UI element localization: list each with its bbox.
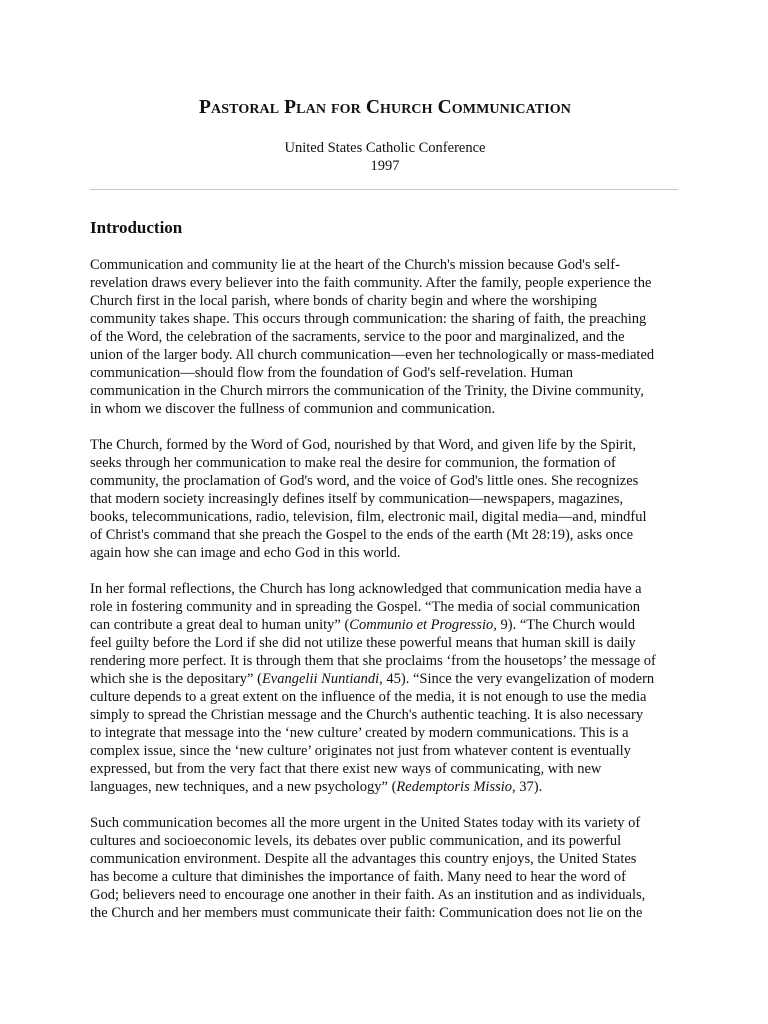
- text-line: [90, 886, 680, 904]
- text-segment: seeks through her communication to make real the desire for communion, the formation of: [90, 455, 616, 471]
- text-line: [90, 382, 680, 400]
- text-segment: of the Word, the celebration of the sacraments, service to the poor and marginalized, and the: [90, 329, 625, 345]
- text-segment: communication—should flow from the foundation of God's self-revelation. Human: [90, 365, 574, 381]
- paragraph: [90, 814, 680, 922]
- text-segment: which she is the depositary” (: [90, 671, 262, 687]
- text-segment: the Church and her members must communicate their faith: Communication does not lie on the: [90, 905, 643, 921]
- text-segment: communication environment. Despite all the advantages this country enjoys, the United States: [90, 851, 637, 867]
- section-heading: Introduction: [90, 218, 183, 237]
- text-line: [90, 274, 680, 292]
- publication-year: 1997: [370, 158, 400, 174]
- text-segment: again how she can image and echo God in this world.: [90, 545, 401, 561]
- text-segment: union of the larger body. All church communication—even her technologically or mass-mediated: [90, 347, 655, 363]
- text-line: [90, 832, 680, 850]
- text-line: [90, 580, 680, 598]
- text-line: [90, 346, 680, 364]
- text-line: [90, 364, 680, 382]
- document-subtitle: [90, 139, 680, 175]
- text-line: [90, 256, 680, 274]
- text-line: [90, 400, 680, 418]
- text-line: [90, 436, 680, 454]
- text-segment: in whom we discover the fullness of communion and communication.: [90, 401, 496, 417]
- text-segment: expressed, but from the very fact that there exist new ways of communicating, with new: [90, 761, 602, 777]
- text-line: [90, 544, 680, 562]
- text-segment: community takes shape. This occurs through communication: the sharing of faith, the preaching: [90, 311, 647, 327]
- text-segment: The Church, formed by the Word of God, nourished by that Word, and given life by the Spirit,: [90, 437, 637, 453]
- text-line: [90, 292, 680, 310]
- citation-title: Redemptoris Missio: [396, 779, 513, 795]
- text-line: [90, 652, 680, 670]
- text-segment: can contribute a great deal to human unity” (: [90, 617, 350, 633]
- text-segment: cultures and socioeconomic levels, its debates over public communication, and its powerful: [90, 833, 622, 849]
- text-segment: languages, new techniques, and a new psychology” (: [90, 779, 397, 795]
- text-line: [90, 508, 680, 526]
- text-line: [90, 778, 680, 796]
- text-line: [90, 616, 680, 634]
- text-segment: to integrate that message into the ‘new culture’ created by modern communications. This is a: [90, 725, 629, 741]
- text-segment: that modern society increasingly defines itself by communication—newspapers, magazines,: [90, 491, 624, 507]
- text-line: [90, 472, 680, 490]
- text-line: [90, 742, 680, 760]
- text-line: [90, 688, 680, 706]
- text-line: [90, 724, 680, 742]
- text-line: [90, 598, 680, 616]
- text-segment: In her formal reflections, the Church has long acknowledged that communication media have a: [90, 581, 642, 597]
- text-segment: Such communication becomes all the more urgent in the United States today with its variety of: [90, 815, 641, 831]
- text-segment: , 45). “Since the very evangelization of modern: [379, 671, 655, 687]
- text-line: [90, 454, 680, 472]
- body-text: [90, 256, 680, 940]
- text-segment: books, telecommunications, radio, television, film, electronic mail, digital media—and, mindful: [90, 509, 647, 525]
- text-line: [90, 868, 680, 886]
- text-line: [90, 850, 680, 868]
- text-segment: feel guilty before the Lord if she did not utilize these powerful means that human skill is daily: [90, 635, 636, 651]
- citation-title: Evangelii Nuntiandi: [261, 671, 380, 687]
- text-segment: of Christ's command that she preach the Gospel to the ends of the earth (Mt 28:19), asks once: [90, 527, 634, 543]
- text-line: [90, 670, 680, 688]
- text-line: [90, 310, 680, 328]
- text-segment: , 37).: [512, 779, 543, 795]
- text-line: [90, 634, 680, 652]
- paragraph: [90, 256, 680, 418]
- text-line: [90, 526, 680, 544]
- text-line: [90, 328, 680, 346]
- text-segment: complex issue, since the ‘new culture’ originates not just from whatever content is eventually: [90, 743, 631, 759]
- text-segment: communication in the Church mirrors the communication of the Trinity, the Divine community,: [90, 383, 644, 399]
- text-line: [90, 760, 680, 778]
- text-segment: , 9). “The Church would: [493, 617, 635, 633]
- text-segment: revelation draws every believer into the faith community. After the family, people experience the: [90, 275, 652, 291]
- text-segment: community, the proclamation of God's word, and the voice of God's little ones. She recognizes: [90, 473, 639, 489]
- document-title: Pastoral Plan for Church Communication: [199, 97, 571, 118]
- text-segment: culture depends to a great extent on the influence of the media, it is not enough to use the media: [90, 689, 647, 705]
- paragraph: [90, 580, 680, 796]
- text-line: [90, 706, 680, 724]
- text-line: [90, 814, 680, 832]
- citation-title: Communio et Progressio: [349, 617, 494, 633]
- paragraph: [90, 436, 680, 562]
- organization-name: United States Catholic Conference: [284, 140, 486, 156]
- text-line: [90, 490, 680, 508]
- text-segment: rendering more perfect. It is through them that she proclaims ‘from the housetops’ the message of: [90, 653, 656, 669]
- text-segment: has become a culture that diminishes the importance of faith. Many need to hear the word of: [90, 869, 626, 885]
- horizontal-divider: [90, 189, 678, 190]
- text-segment: Communication and community lie at the heart of the Church's mission because God's self-: [90, 257, 620, 273]
- text-segment: Church first in the local parish, where bonds of charity begin and where the worshiping: [90, 293, 597, 309]
- text-segment: God; believers need to encourage one another in their faith. As an institution and as individuals,: [90, 887, 646, 903]
- text-line: [90, 904, 680, 922]
- text-segment: simply to spread the Christian message and the Church's authentic teaching. It is also necessary: [90, 707, 644, 723]
- text-segment: role in fostering community and in spreading the Gospel. “The media of social communication: [90, 599, 641, 615]
